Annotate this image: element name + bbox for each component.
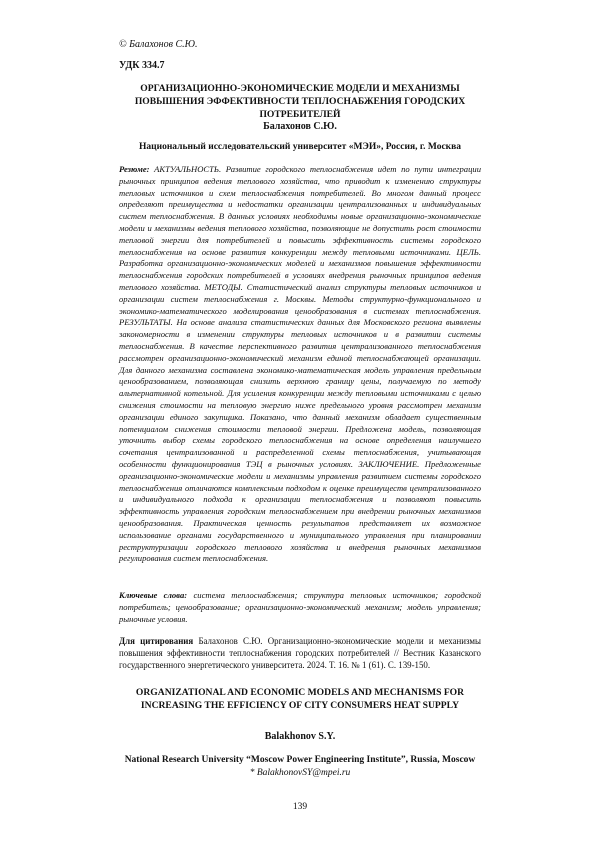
title-en: ORGANIZATIONAL AND ECONOMIC MODELS AND MECHANISMS FOR INCREASING THE EFFICIENCY OF CITY CONSUMERS HEAT SUPPLY [135,687,465,711]
author-email: * BalakhonovSY@mpei.ru [249,768,351,778]
affiliation-en: National Research University “Moscow Power Engineering Institute”, Russia, Moscow [124,755,476,765]
keywords-text: система теплоснабжения; структура тепловых источников; городской потребитель; ценообразование; организационно-экономический механизм; модель управления; рыночные условия. [119,590,481,624]
abstract-ru [119,164,481,565]
citation-text: Балахонов С.Ю. Организационно-экономические модели и механизмы повышения эффективности теплоснабжения городских потребителей // Вестник Казанского государственного энергетического университета. 2024. Т. 16. № 1 (61). С. 139-150. [119,636,481,670]
citation-block [119,636,481,671]
title-ru: ОРГАНИЗАЦИОННО-ЭКОНОМИЧЕСКИЕ МОДЕЛИ И МЕХАНИЗМЫ ПОВЫШЕНИЯ ЭФФЕКТИВНОСТИ ТЕПЛОСНАБЖЕНИЯ ГОРОДСКИХ ПОТРЕБИТЕЛЕЙ [134,83,466,120]
keywords-label: Ключевые слова: [119,590,188,600]
author-en: Balakhonov S.Y. [264,731,336,742]
copyright-note: © Балахонов С.Ю. [119,39,198,50]
udk-code: УДК 334.7 [119,60,165,71]
page-number: 139 [292,802,308,812]
keywords-ru [119,590,481,625]
citation-label: Для цитирования [119,636,194,646]
author-ru: Балахонов С.Ю. [263,121,337,132]
affiliation-ru: Национальный исследовательский университет «МЭИ», Россия, г. Москва [138,142,462,152]
abstract-text: АКТУАЛЬНОСТЬ. Развитие городского теплоснабжения идет по пути интеграции рыночных принципов ведения теплового хозяйства, что приводит к изменению структуры тепловых источников и схем теплоснабжения потребителей. Во многом данный процесс определяют преимущества и недостатки организации централизованных и индивидуальных систем теплоснабжения. В данных условиях необходимы новые организационно-экономические модели и механизмы ведения теплового хозяйства, позволяющие не допустить рост стоимости тепловой энергии для потребителей и повысить эффективность системы городского теплоснабжения на основе развития конкуренции между тепловыми источниками. ЦЕЛЬ. Разработка организационно-экономических моделей и механизмов повышения эффективности теплоснабжения городских потребителей в условиях внедрения рыночных принципов ведения теплового хозяйства. МЕТОДЫ. Статистический анализ структуры тепловых источников и организации систем теплоснабжения г. Москвы. Методы структурно-функционального и экономико-математического моделирования ценообразования в системах теплоснабжения. РЕЗУЛЬТАТЫ. На основе анализа статистических данных для Московского региона выявлены закономерности в изменении структуры тепловых источников и в развитии системы теплоснабжения. В качестве перспективного развития централизованного теплоснабжения рассмотрен организационно-экономический механизм единой теплоснабжающей организации. Для данного механизма составлена экономико-математическая модель управления предельным ценообразованием, позволяющая снизить верхнюю границу цены, получаемую по методу альтернативной котельной. Для усиления конкуренции между тепловыми источниками с целью снижения стоимости на тепловую энергию ниже предельного уровня рассмотрен механизм организации единого закупщика. Показано, что данный механизм обладает существенным потенциалом снижения стоимости тепловой энергии. Предложена модель, позволяющая уточнить выбор схемы городского теплоснабжения на основе определения наилучшего сочетания централизованной и распределенной схемы теплоснабжения, учитывающая особенности функционирования ТЭЦ в рыночных условиях. ЗАКЛЮЧЕНИЕ. Предложенные организационно-экономические модели и механизмы управления развитием системы городского теплоснабжения отличаются комплексным подходом к оценке преимуществ централизованного и индивидуального подхода к организации теплоснабжения и позволяют повысить эффективность управления городским теплоснабжением при внедрении рыночных механизмов ценообразования. Практическая ценность результатов представляет их возможное использование органами государственного и муниципального управления при планировании реструктуризации городского теплового хозяйства и внедрения рыночных механизмов регулирования систем теплоснабжения. [119,164,481,564]
abstract-label: Резюме: [119,164,150,174]
